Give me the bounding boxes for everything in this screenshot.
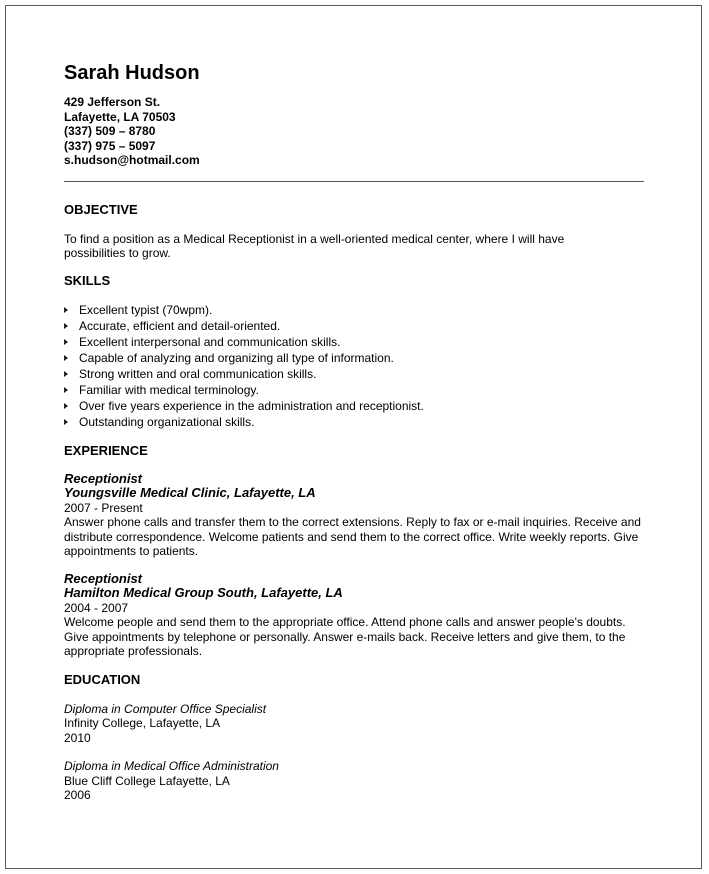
skill-text: Outstanding organizational skills. xyxy=(79,414,255,429)
skill-text: Capable of analyzing and organizing all type of information. xyxy=(79,350,394,365)
education-year: 2006 xyxy=(64,788,91,802)
education-degree: Diploma in Medical Office Administration xyxy=(64,759,279,773)
skill-item xyxy=(64,366,654,382)
skill-item xyxy=(64,350,654,366)
bullet-arrow-icon xyxy=(64,307,68,313)
address-line-1: 429 Jefferson St. xyxy=(64,95,161,109)
skill-text: Familiar with medical terminology. xyxy=(79,382,259,397)
skill-item xyxy=(64,334,654,350)
education-heading: EDUCATION xyxy=(64,671,141,687)
education-year: 2010 xyxy=(64,730,91,745)
bullet-arrow-icon xyxy=(64,355,68,361)
education-entry xyxy=(64,759,654,803)
bullet-arrow-icon xyxy=(64,403,68,409)
job-organization: Hamilton Medical Group South, Lafayette, LA xyxy=(64,585,343,600)
job-dates: 2004 - 2007 xyxy=(64,600,129,615)
bullet-arrow-icon xyxy=(64,387,68,393)
education-school: Infinity College, Lafayette, LA xyxy=(64,716,221,730)
bullet-arrow-icon xyxy=(64,419,68,425)
skills-list xyxy=(64,302,654,430)
skill-item xyxy=(64,414,654,430)
job-role: Receptionist xyxy=(64,470,143,486)
job-entry xyxy=(64,472,654,559)
phone-2: (337) 975 – 5097 xyxy=(64,138,156,153)
objective-text: To find a position as a Medical Receptionist in a well-oriented medical center, where I will have possibilities to grow. xyxy=(64,231,565,260)
bullet-arrow-icon xyxy=(64,339,68,345)
skill-text: Over five years experience in the administration and receptionist. xyxy=(79,398,424,413)
job-dates: 2007 - Present xyxy=(64,500,143,515)
job-description: Welcome people and send them to the appropriate office. Attend phone calls and answer people's doubts. Give appointments by telephone or personally. Answer e-mails back. Receive letters and give them, to the appropriate professionals. xyxy=(64,615,626,658)
resume-page xyxy=(5,5,702,869)
objective-heading: OBJECTIVE xyxy=(64,201,138,217)
skill-item xyxy=(64,318,654,334)
address-line-2: Lafayette, LA 70503 xyxy=(64,109,176,124)
bullet-arrow-icon xyxy=(64,323,68,329)
skill-item xyxy=(64,302,654,318)
education-entry xyxy=(64,702,654,746)
candidate-name: Sarah Hudson xyxy=(64,62,200,84)
resume-content xyxy=(64,61,654,803)
job-organization: Youngsville Medical Clinic, Lafayette, LA xyxy=(64,485,316,500)
header-divider xyxy=(64,181,644,182)
skill-item xyxy=(64,382,654,398)
phone-1: (337) 509 – 8780 xyxy=(64,124,156,138)
experience-heading: EXPERIENCE xyxy=(64,442,148,458)
skill-text: Accurate, efficient and detail-oriented. xyxy=(79,318,281,333)
skill-item xyxy=(64,398,654,414)
job-description: Answer phone calls and transfer them to the correct extensions. Reply to fax or e-mail inquiries. Receive and distribute correspondence. Welcome patients and send them to the correct office. Write weekly reports. Give appointments to patients. xyxy=(64,515,641,558)
education-degree: Diploma in Computer Office Specialist xyxy=(64,701,267,716)
job-role: Receptionist xyxy=(64,570,143,586)
skill-text: Excellent typist (70wpm). xyxy=(79,302,213,317)
skills-heading: SKILLS xyxy=(64,272,111,288)
contact-block xyxy=(64,95,654,168)
bullet-arrow-icon xyxy=(64,371,68,377)
job-entry xyxy=(64,572,654,659)
skill-text: Excellent interpersonal and communication skills. xyxy=(79,334,341,349)
skill-text: Strong written and oral communication skills. xyxy=(79,366,317,381)
education-school: Blue Cliff College Lafayette, LA xyxy=(64,773,230,788)
email: s.hudson@hotmail.com xyxy=(64,153,200,167)
